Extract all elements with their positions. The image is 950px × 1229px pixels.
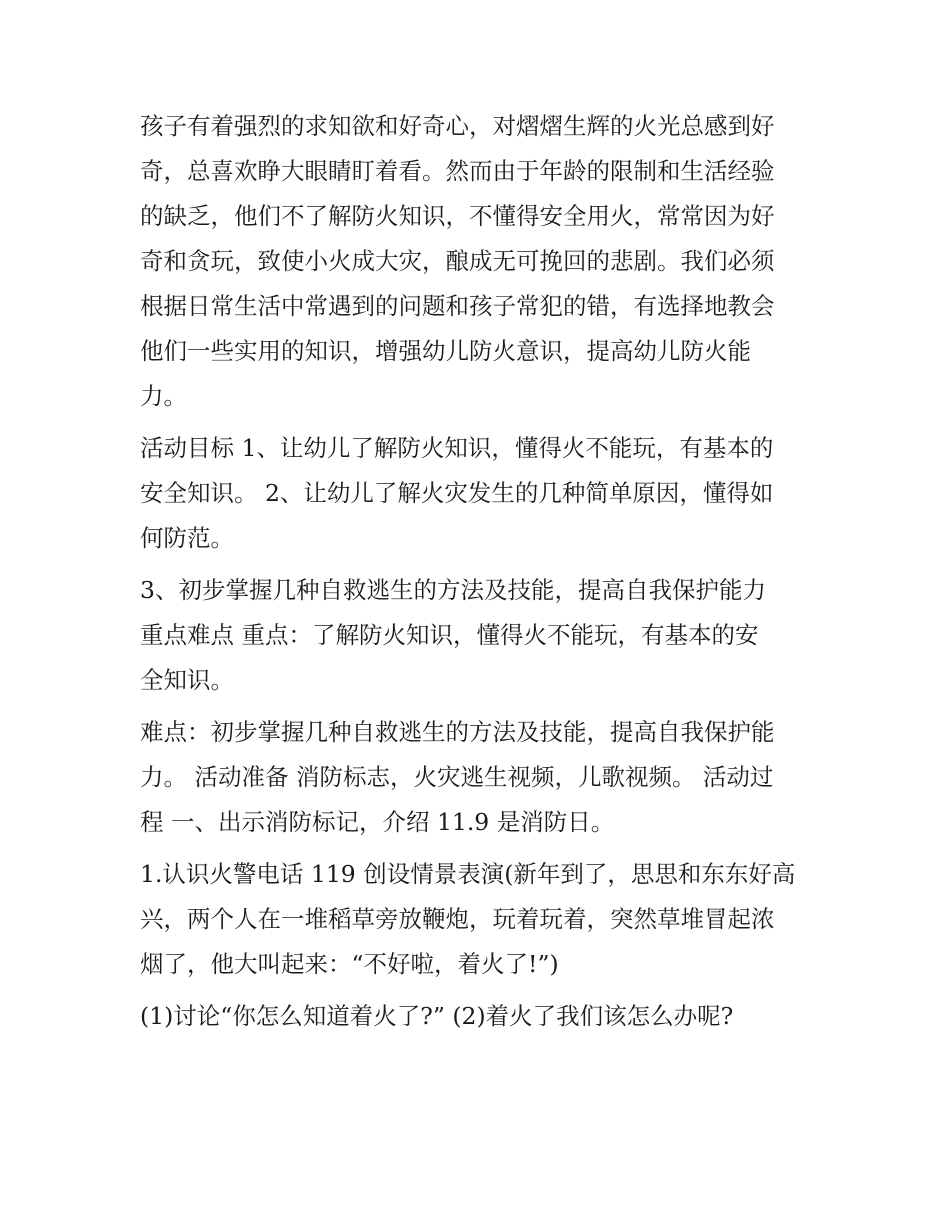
text-line: 何防范。 bbox=[140, 524, 234, 552]
text-line: 根据日常生活中常遇到的问题和孩子常犯的错，有选择地教会 bbox=[140, 292, 775, 320]
text-line: 3、初步掌握几种自救逃生的方法及技能，提高自我保护能力 bbox=[140, 576, 766, 604]
text-line: 难点：初步掌握几种自救逃生的方法及技能，提高自我保护能 bbox=[140, 718, 775, 746]
paragraph-discussion bbox=[140, 994, 820, 1039]
text-line: 兴，两个人在一堆稻草旁放鞭炮，玩着玩着，突然草堆冒起浓 bbox=[140, 905, 775, 933]
text-line: 奇，总喜欢睁大眼睛盯着看。然而由于年龄的限制和生活经验 bbox=[140, 157, 775, 185]
text-line: 的缺乏，他们不了解防火知识，不懂得安全用火，常常因为好 bbox=[140, 202, 775, 230]
text-line: 奇和贪玩，致使小火成大灾，酿成无可挽回的悲剧。我们必须 bbox=[140, 247, 775, 275]
text-line: (1)讨论“你怎么知道着火了?” (2)着火了我们该怎么办呢? bbox=[140, 1002, 734, 1030]
document-page bbox=[140, 104, 820, 1039]
text-line: 活动目标 1、让幼儿了解防火知识，懂得火不能玩，有基本的 bbox=[140, 434, 774, 462]
text-line: 烟了，他大叫起来：“不好啦，着火了!”) bbox=[140, 950, 559, 978]
paragraph-scenario bbox=[140, 852, 820, 987]
paragraph-goals bbox=[140, 426, 820, 561]
paragraph-key-points bbox=[140, 568, 820, 703]
text-line: 全知识。 bbox=[140, 666, 234, 694]
paragraph-difficulties bbox=[140, 710, 820, 845]
text-line: 1.认识火警电话 119 创设情景表演(新年到了，思思和东东好高 bbox=[140, 860, 796, 888]
text-line: 孩子有着强烈的求知欲和好奇心，对熠熠生辉的火光总感到好 bbox=[140, 112, 775, 140]
text-line: 安全知识。 2、让幼儿了解火灾发生的几种简单原因，懂得如 bbox=[140, 479, 774, 507]
text-line: 重点难点 重点：了解防火知识，懂得火不能玩，有基本的安 bbox=[140, 621, 759, 649]
paragraph-intro bbox=[140, 104, 820, 419]
text-line: 程 一、出示消防标记，介绍 11.9 是消防日。 bbox=[140, 808, 615, 836]
text-line: 力。 活动准备 消防标志，火灾逃生视频，儿歌视频。 活动过 bbox=[140, 763, 774, 791]
text-line: 力。 bbox=[140, 382, 187, 410]
text-line: 他们一些实用的知识，增强幼儿防火意识，提高幼儿防火能 bbox=[140, 337, 751, 365]
